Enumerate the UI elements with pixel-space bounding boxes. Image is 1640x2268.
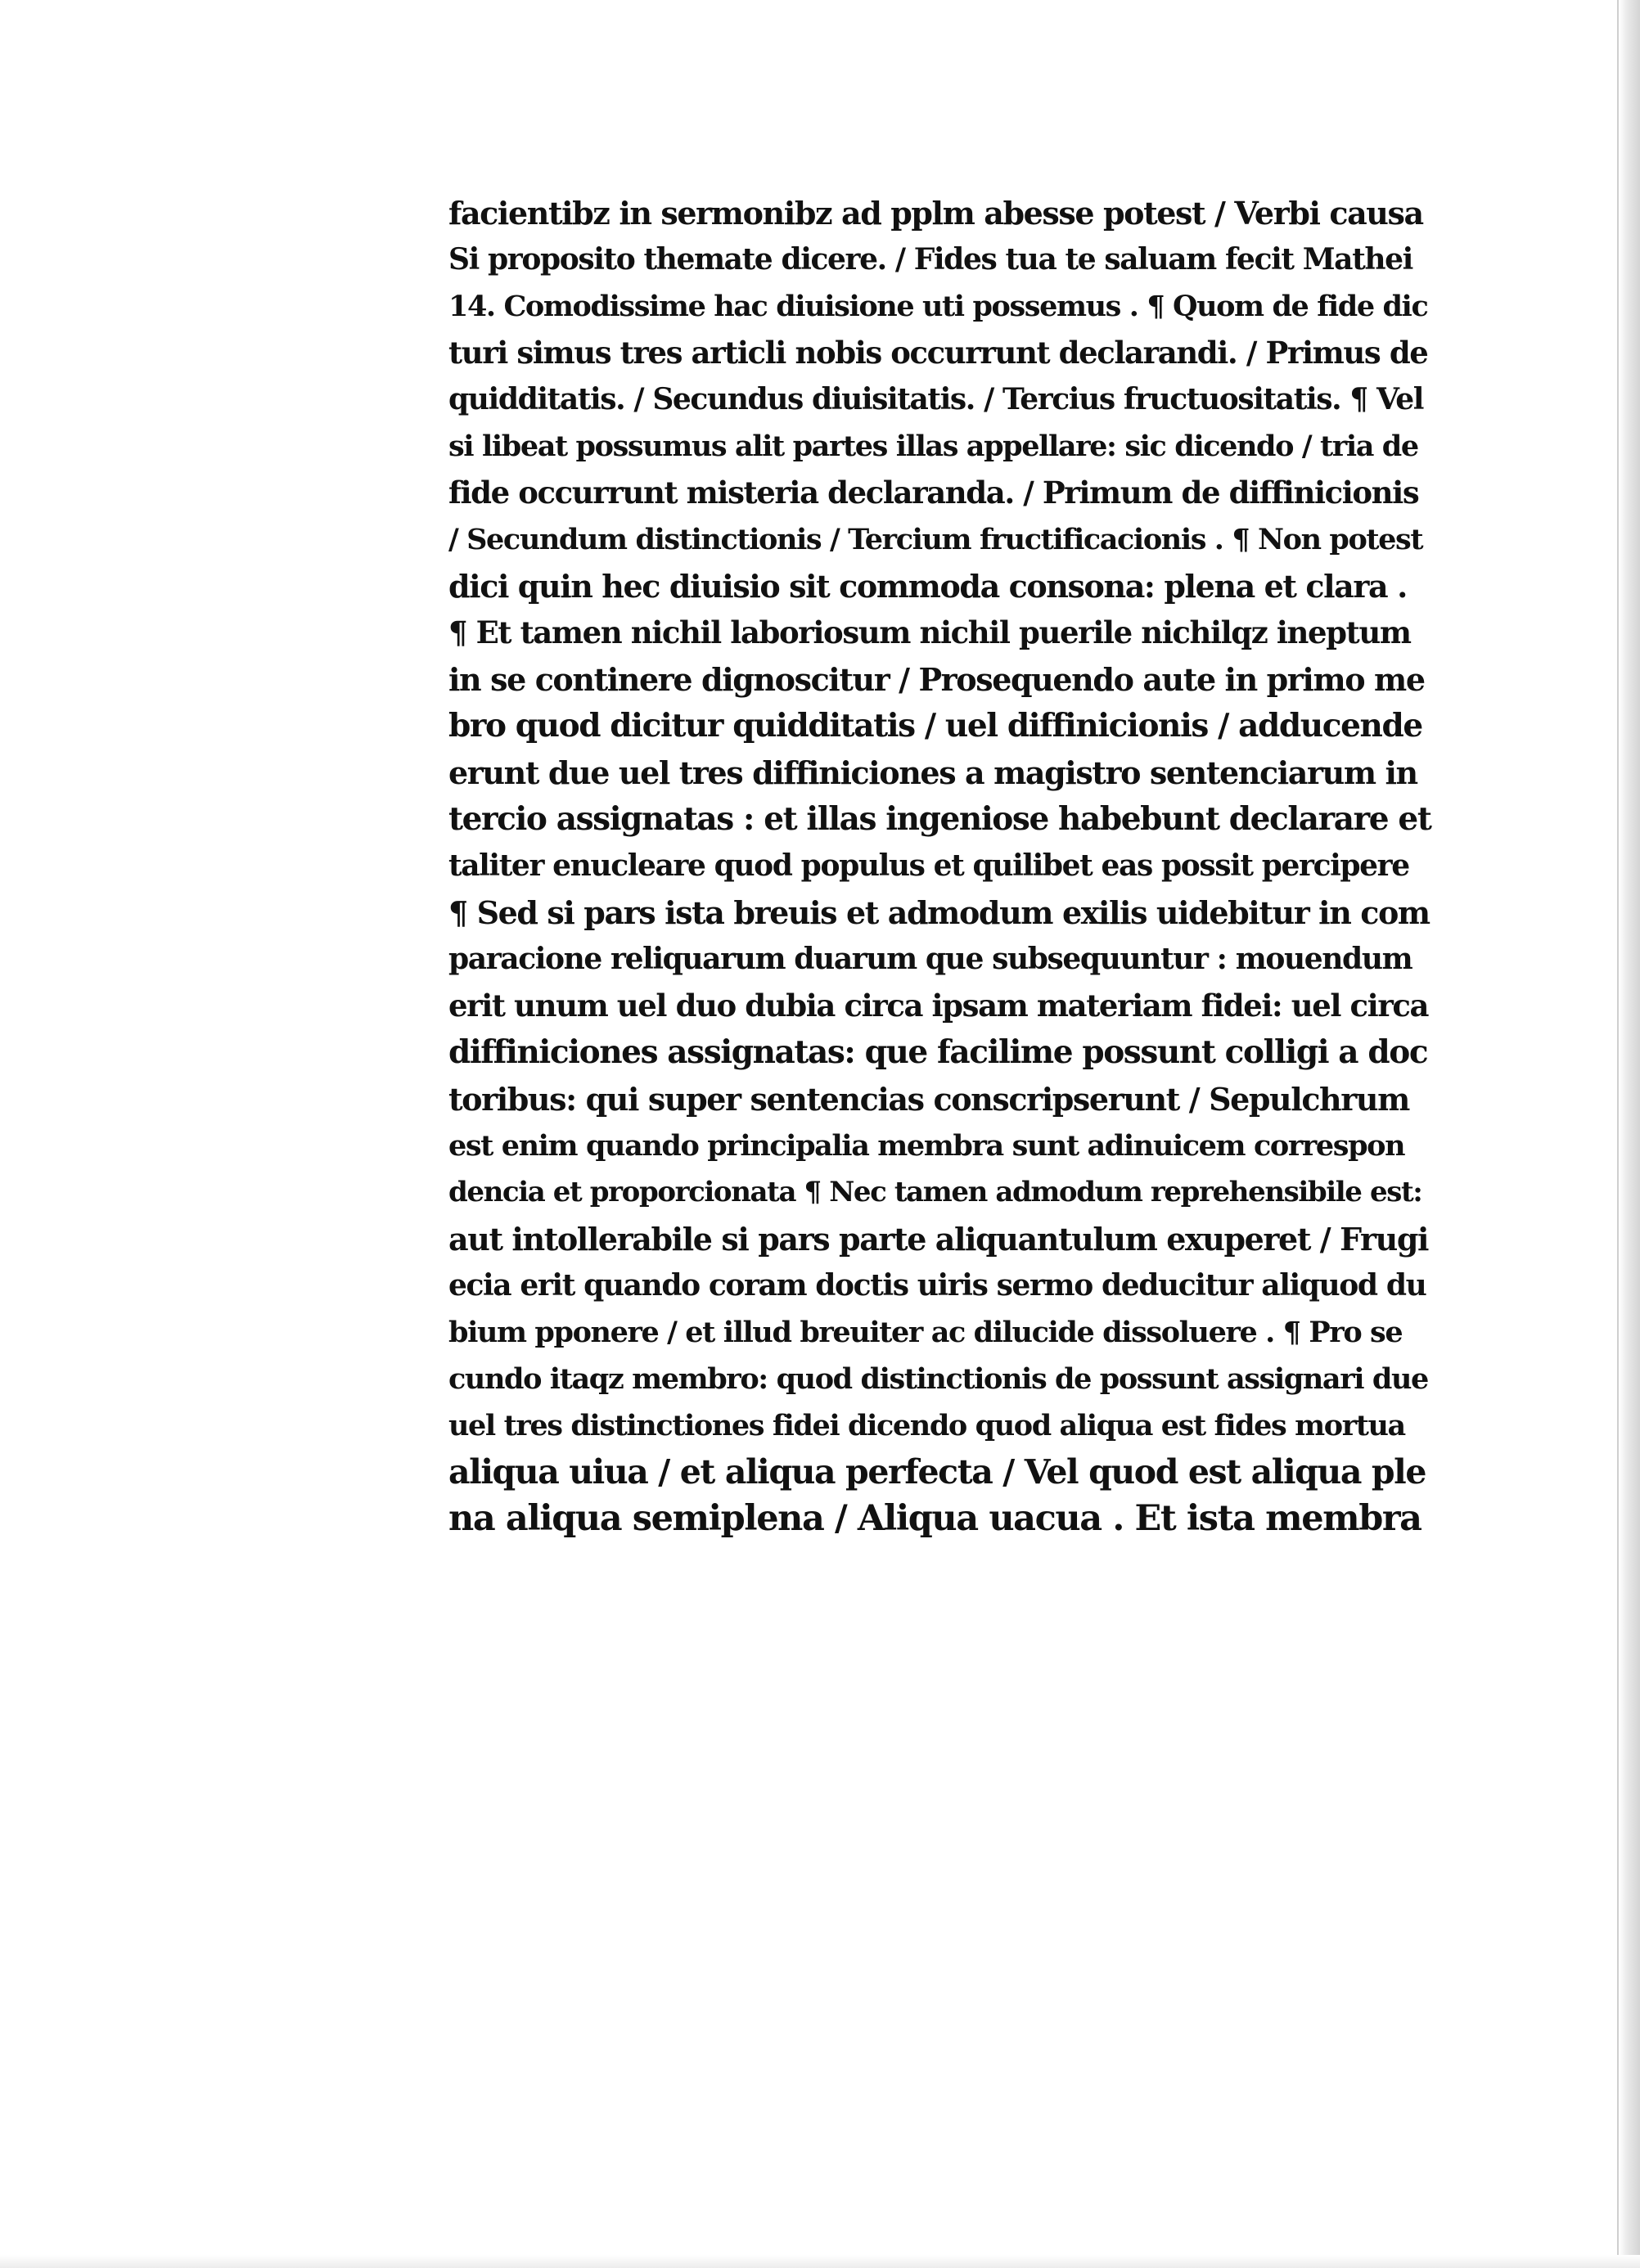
- text-line: erit unum uel duo dubia circa ipsam materiam fidei: uel circa: [448, 988, 1429, 1024]
- text-line: in se continere dignoscitur / Prosequendo aute in primo me: [448, 661, 1425, 698]
- text-line: ¶ Sed si pars ista breuis et admodum exilis uidebitur in com: [448, 894, 1430, 931]
- text-line: turi simus tres articli nobis occurrunt declarandi. / Primus de: [448, 335, 1428, 371]
- text-line: 14. Comodissime hac diuisione uti possemus . ¶ Quom de fide dic: [448, 290, 1428, 323]
- text-line: / Secundum distinctionis / Tercium fructificacionis . ¶ Non potest: [448, 523, 1423, 556]
- text-line: Si proposito themate dicere. / Fides tua te saluam fecit Mathei: [448, 242, 1412, 277]
- text-line: quidditatis. / Secundus diuisitatis. / Tercius fructuositatis. ¶ Vel: [448, 382, 1423, 416]
- text-line: dici quin hec diuisio sit commoda consona: plena et clara .: [448, 568, 1407, 605]
- text-line: ¶ Et tamen nichil laboriosum nichil puerile nichilqz ineptum: [448, 614, 1411, 650]
- incunable-text-column: [448, 190, 1430, 1744]
- page-edge-shadow: [1617, 0, 1640, 2268]
- text-line: toribus: qui super sentencias conscripserunt / Sepulchrum: [448, 1081, 1409, 1118]
- text-line: paracione reliquarum duarum que subsequuntur : mouendum: [448, 942, 1412, 976]
- text-line: aut intollerabile si pars parte aliquantulum exuperet / Frugi: [448, 1221, 1429, 1258]
- text-line: est enim quando principalia membra sunt adinuicem correspon: [448, 1129, 1405, 1163]
- text-line: aliqua uiua / et aliqua perfecta / Vel quod est aliqua ple: [448, 1452, 1426, 1492]
- text-line: erunt due uel tres diffiniciones a magistro sentenciarum in: [448, 754, 1417, 791]
- text-line: uel tres distinctiones fidei dicendo quod aliqua est fides mortua: [448, 1409, 1405, 1442]
- text-line: si libeat possumus alit partes illas appellare: sic dicendo / tria de: [448, 430, 1418, 463]
- text-line: bro quod dicitur quidditatis / uel diffinicionis / adducende: [448, 707, 1422, 745]
- text-line: ecia erit quando coram doctis uiris sermo deducitur aliquod du: [448, 1268, 1426, 1303]
- text-line: tercio assignatas : et illas ingeniose habebunt declarare et: [448, 800, 1431, 838]
- text-line: cundo itaqz membro: quod distinctionis de possunt assignari due: [448, 1362, 1428, 1396]
- text-line: facientibz in sermonibz ad pplm abesse potest / Verbi causa: [448, 195, 1423, 232]
- text-line: na aliqua semiplena / Aliqua uacua . Et ista membra: [448, 1498, 1421, 1539]
- text-line: fide occurrunt misteria declaranda. / Primum de diffinicionis: [448, 475, 1419, 511]
- text-line: diffiniciones assignatas: que facilime possunt colligi a doc: [448, 1033, 1428, 1071]
- text-line: dencia et proporcionata ¶ Nec tamen admodum reprehensibile est:: [448, 1176, 1422, 1208]
- text-line: taliter enucleare quod populus et quilibet eas possit percipere: [448, 848, 1409, 883]
- text-line: bium pponere / et illud breuiter ac dilucide dissoluere . ¶ Pro se: [448, 1316, 1403, 1349]
- page-bottom-edge: [0, 2255, 1640, 2268]
